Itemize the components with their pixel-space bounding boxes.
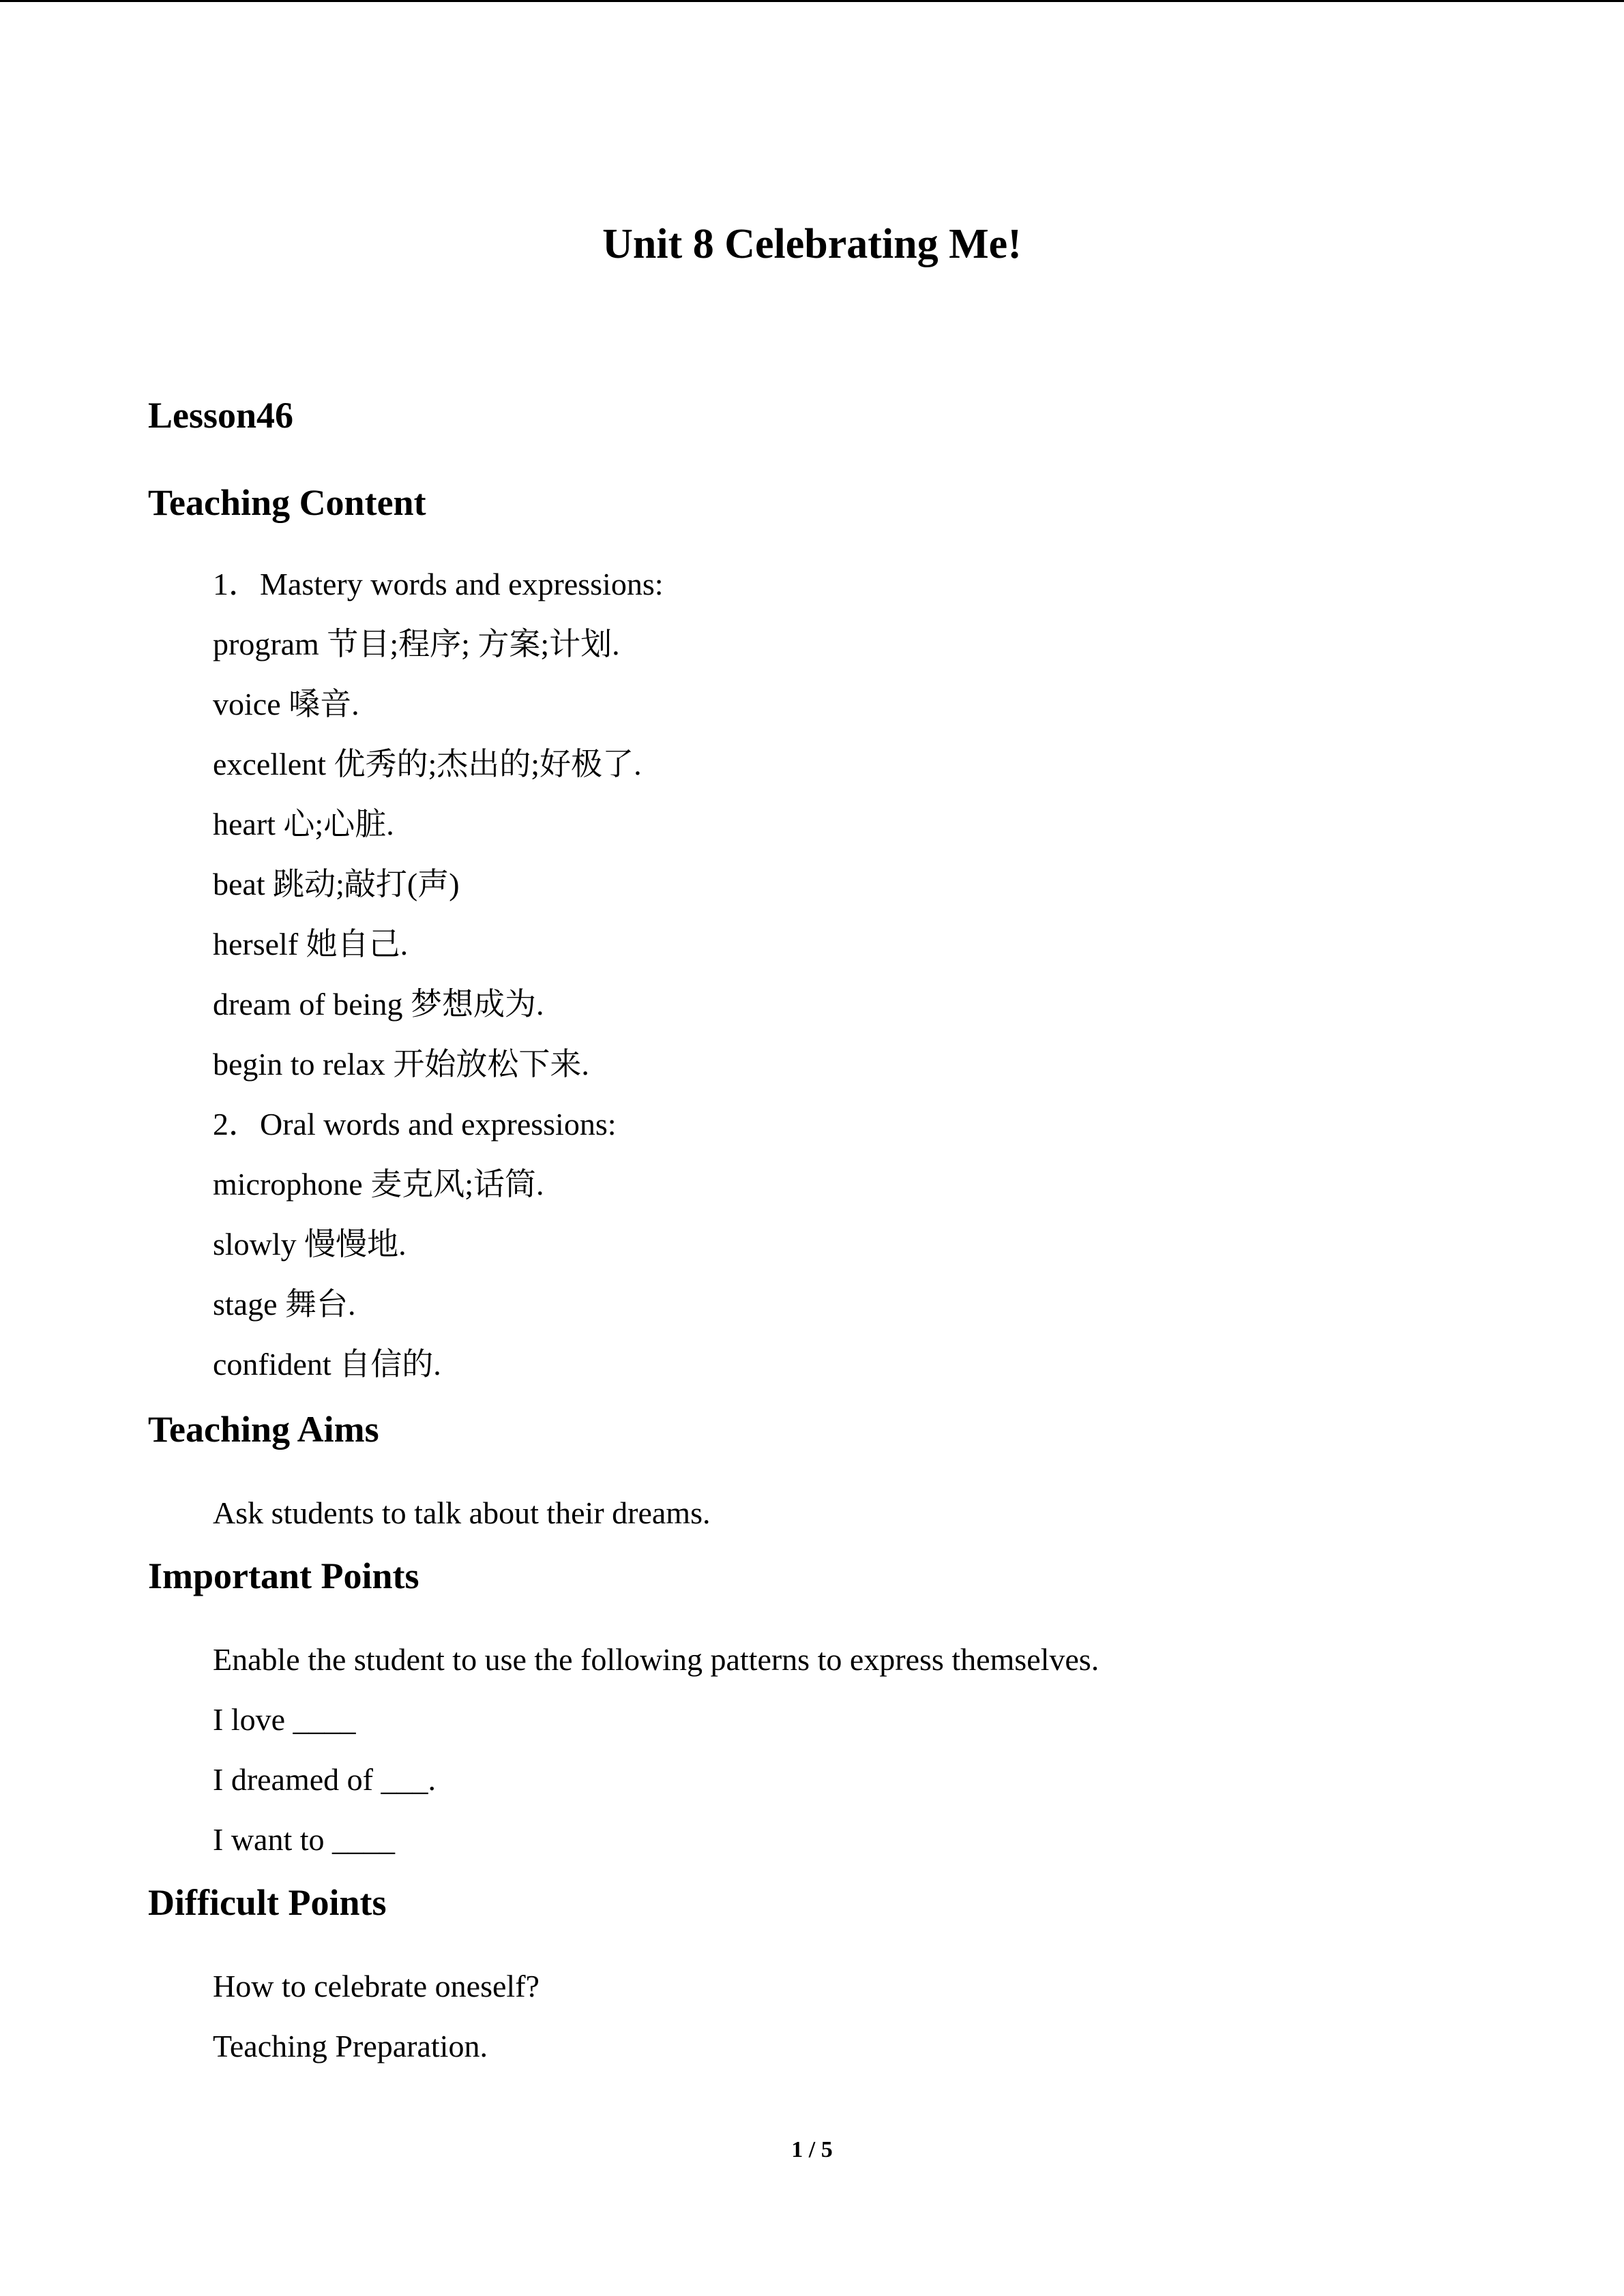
content-line: stage 舞台. xyxy=(213,1287,356,1322)
content-line: I love ____ xyxy=(213,1702,356,1737)
teaching-content-heading: Teaching Content xyxy=(148,482,426,523)
content-line: heart 心;心脏. xyxy=(213,807,394,841)
teaching-aims-heading: Teaching Aims xyxy=(148,1409,379,1450)
content-line: slowly 慢慢地. xyxy=(213,1227,407,1262)
content-line: I dreamed of ___. xyxy=(213,1762,436,1797)
content-line: program 节目;程序; 方案;计划. xyxy=(213,627,620,661)
content-line: microphone 麦克风;话筒. xyxy=(213,1167,544,1202)
content-line: How to celebrate oneself? xyxy=(213,1969,540,2003)
content-line: herself 她自己. xyxy=(213,927,409,961)
content-line: excellent 优秀的;杰出的;好极了. xyxy=(213,747,642,781)
content-line: 2．Oral words and expressions: xyxy=(213,1107,617,1142)
content-line: 1．Mastery words and expressions: xyxy=(213,567,664,601)
important-points-heading: Important Points xyxy=(148,1555,419,1596)
lesson-heading: Lesson46 xyxy=(148,395,294,436)
content-line: Teaching Preparation. xyxy=(213,2029,488,2063)
content-line: dream of being 梦想成为. xyxy=(213,987,544,1022)
content-line: Enable the student to use the following patterns to express themselves. xyxy=(213,1642,1099,1677)
document-title: Unit 8 Celebrating Me! xyxy=(602,221,1022,267)
content-line: confident 自信的. xyxy=(213,1347,441,1382)
content-line: begin to relax 开始放松下来. xyxy=(213,1047,589,1082)
content-line: I want to ____ xyxy=(213,1822,396,1857)
content-line: beat 跳动;敲打(声) xyxy=(213,867,460,901)
content-line: Ask students to talk about their dreams. xyxy=(213,1495,711,1530)
content-line: voice 嗓音. xyxy=(213,687,359,721)
page-number: 1 / 5 xyxy=(791,2137,833,2162)
difficult-points-heading: Difficult Points xyxy=(148,1882,387,1923)
